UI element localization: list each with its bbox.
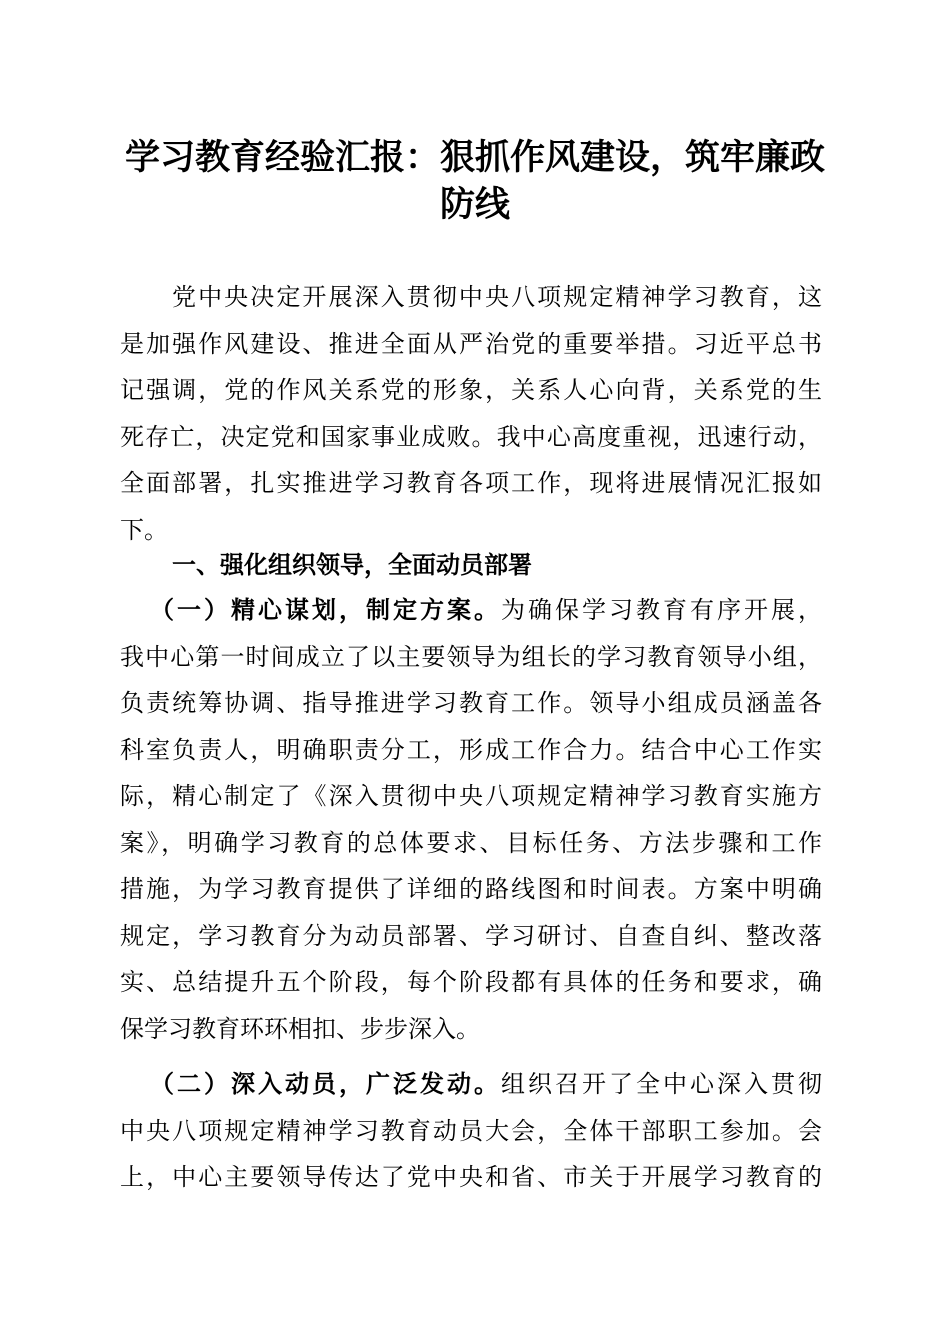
paragraph-text: 组织召开了全中心深入贯彻 (501, 1070, 822, 1098)
document-title (110, 134, 840, 228)
subsection-lead: （一）精心谋划，制定方案。 (150, 595, 501, 624)
subsection-1-paragraph (120, 587, 822, 1052)
paragraph-line: 中央八项规定精神学习教育动员大会，全体干部职工参加。会 (120, 1116, 822, 1145)
intro-paragraph (120, 274, 822, 553)
paragraph-line: 规定，学习教育分为动员部署、学习研讨、自查自纠、整改落 (120, 921, 822, 950)
section-heading: 一、强化组织领导，全面动员部署 (172, 551, 532, 579)
paragraph-line: 措施，为学习教育提供了详细的路线图和时间表。方案中明确 (120, 875, 822, 903)
paragraph-line: 下。 (120, 515, 168, 544)
subsection-lead: （二）深入动员，广泛发动。 (150, 1069, 501, 1098)
paragraph-line: 实、总结提升五个阶段，每个阶段都有具体的任务和要求，确 (120, 968, 822, 996)
title-line-2: 防线 (439, 184, 510, 225)
paragraph-text: 为确保学习教育有序开展， (501, 596, 822, 624)
title-line-1: 学习教育经验汇报：狠抓作风建设，筑牢廉政 (124, 137, 825, 178)
paragraph-line: 上，中心主要领导传达了党中央和省、市关于开展学习教育的 (120, 1163, 822, 1191)
paragraph-line: 保学习教育环环相扣、步步深入。 (120, 1014, 480, 1043)
paragraph-line: 全面部署，扎实推进学习教育各项工作，现将进展情况汇报如 (120, 469, 822, 497)
paragraph-line: 记强调，党的作风关系党的形象，关系人心向背，关系党的生 (120, 376, 822, 404)
subsection-2-paragraph (120, 1061, 822, 1201)
paragraph-line: 死存亡，决定党和国家事业成败。我中心高度重视，迅速行动， (120, 422, 822, 451)
paragraph-line (120, 587, 822, 634)
paragraph-line: 是加强作风建设、推进全面从严治党的重要举措。习近平总书 (120, 329, 822, 358)
paragraph-line: 我中心第一时间成立了以主要领导为组长的学习教育领导小组， (120, 642, 822, 671)
paragraph-line: 科室负责人，明确职责分工，形成工作合力。结合中心工作实 (120, 735, 822, 764)
paragraph-line: 党中央决定开展深入贯彻中央八项规定精神学习教育，这 (172, 283, 822, 311)
paragraph-line (120, 1061, 822, 1108)
paragraph-line: 案》，明确学习教育的总体要求、目标任务、方法步骤和工作 (120, 828, 822, 857)
paragraph-line: 际，精心制定了《深入贯彻中央八项规定精神学习教育实施方 (120, 782, 822, 810)
paragraph-line: 负责统筹协调、指导推进学习教育工作。领导小组成员涵盖各 (120, 689, 822, 717)
